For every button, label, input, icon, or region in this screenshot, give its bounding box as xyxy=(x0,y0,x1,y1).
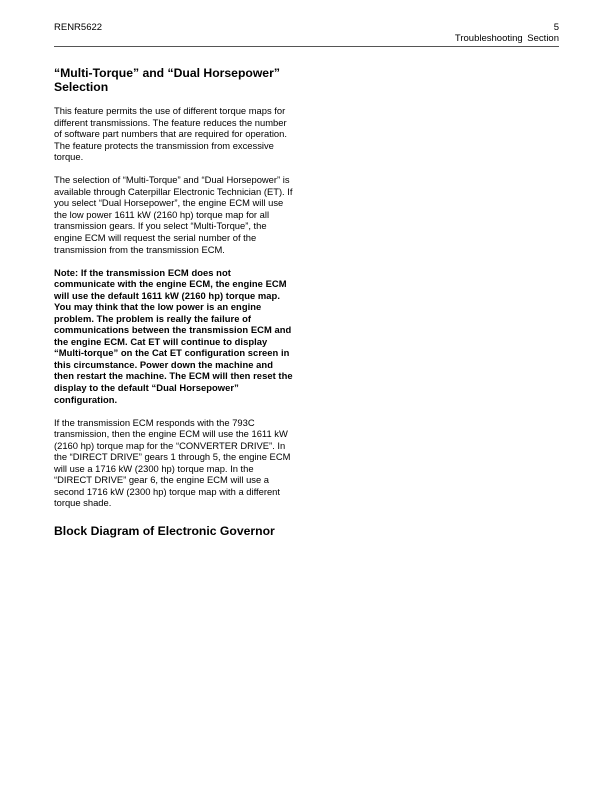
paragraph-793c-transmission: If the transmission ECM responds with the 793C transmission, then the engine ECM will use the 1611 kW (2160 hp) torque map for the “CONVERTER DRIVE”. In the “DIRECT DRIVE” gears 1 through 5, the engine ECM will use a 1716 kW (2300 hp) torque map. In the “DIRECT DRIVE” gear 6, the engine ECM will use a second 1716 kW (2300 hp) torque map with a different torque shade. xyxy=(54,416,291,509)
page-header xyxy=(54,22,559,47)
section-heading-multi-torque: “Multi-Torque” and “Dual Horsepower” Selection xyxy=(54,66,280,94)
paragraph-selection: The selection of “Multi-Torque” and “Dual Horsepower” is available through Caterpillar Electronic Technician (ET). If you select “Dual Horsepower”, the engine ECM will use the low power 1611 kW (2160 hp) torque map for all transmission gears. If you select “Multi-Torque”, the engine ECM will request the serial number of the transmission from the transmission ECM. xyxy=(54,174,293,255)
paragraph-feature-intro: This feature permits the use of different torque maps for different transmissions. The feature reduces the number of software part numbers that are required for operation. The feature protects the transmission from excessive torque. xyxy=(54,105,287,163)
note-paragraph: Note: If the transmission ECM does not communicate with the engine ECM, the engine ECM will use the default 1611 kW (2160 hp) torque map. You may think that the low power is an engine problem. The problem is really the failure of communications between the transmission ECM and the engine ECM. Cat ET will continue to display “Multi-torque” on the Cat ET configuration screen in this circumstance. Power down the machine and then restart the machine. The ECM will then reset the display to the default “Dual Horsepower” configuration. xyxy=(54,266,293,405)
header-right xyxy=(455,22,559,44)
page-number: 5 xyxy=(553,22,559,33)
section-name: Troubleshooting Section xyxy=(454,33,559,44)
section-heading-block-diagram: Block Diagram of Electronic Governor xyxy=(54,524,275,538)
main-column xyxy=(54,66,294,549)
document-id: RENR5622 xyxy=(54,22,103,33)
